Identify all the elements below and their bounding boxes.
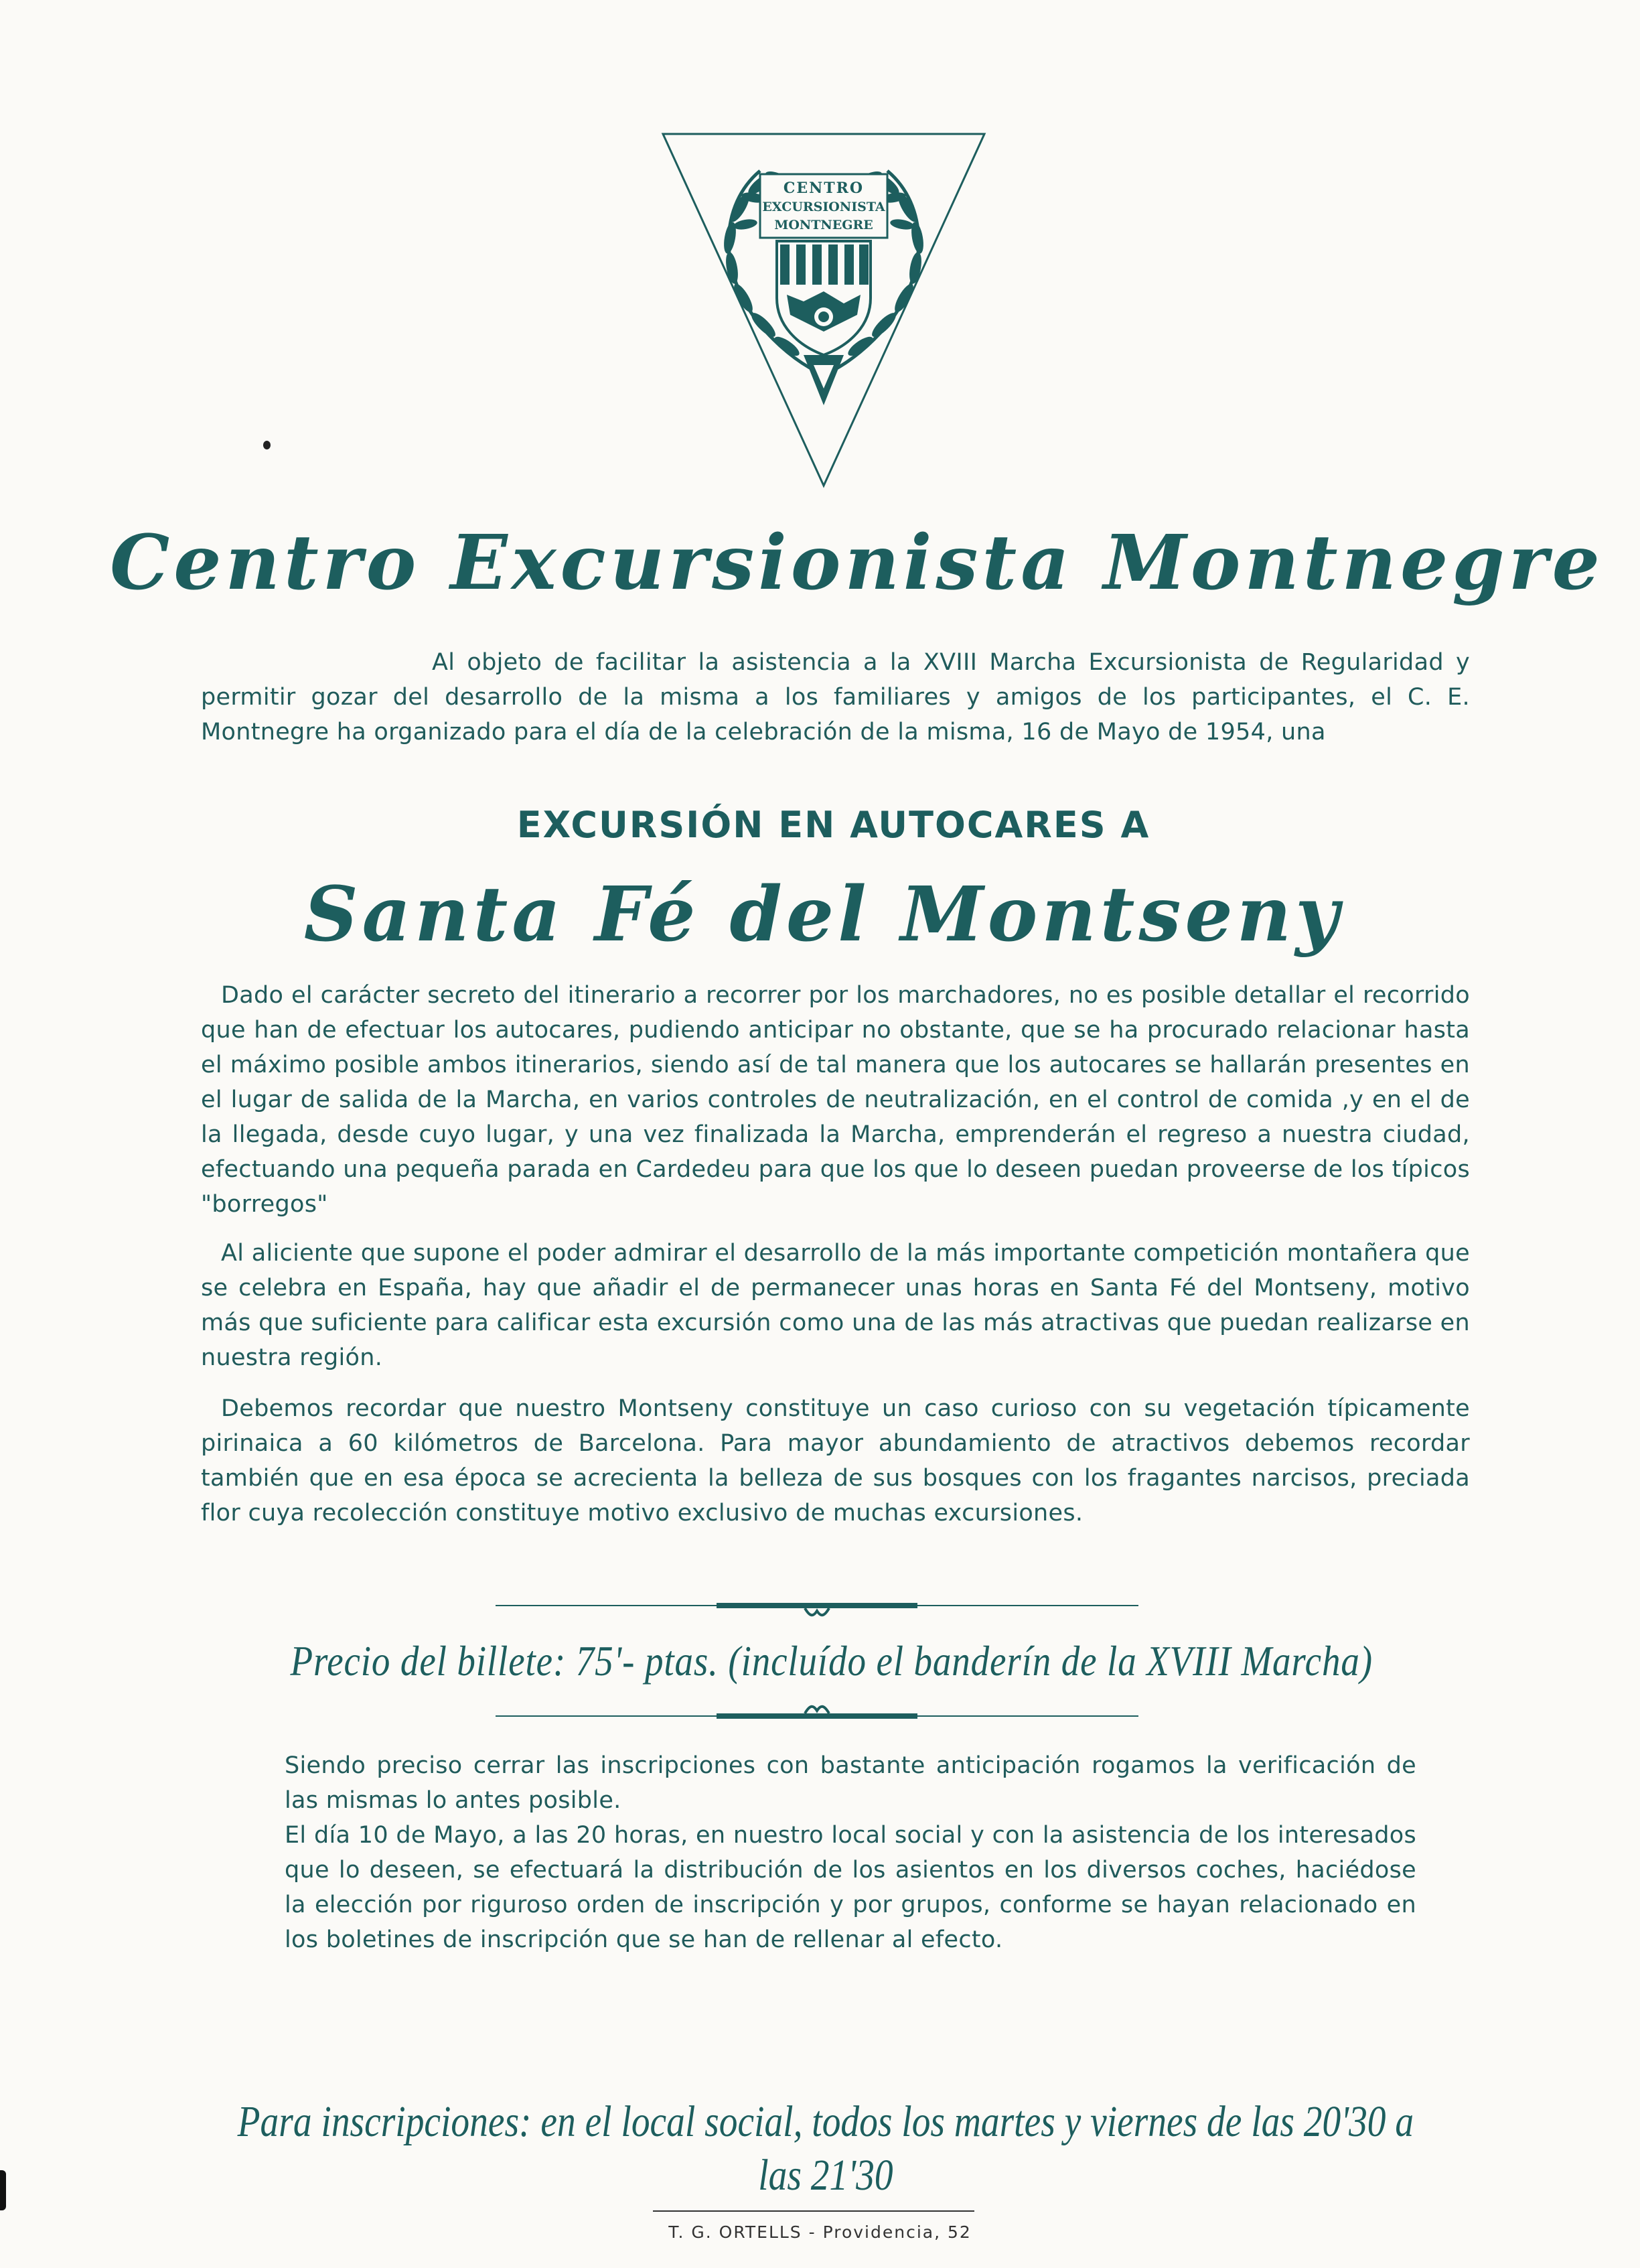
footer-rule	[653, 2210, 974, 2212]
club-emblem	[660, 131, 988, 492]
scan-edge-mark	[0, 2170, 6, 2210]
subtitle: EXCURSIÓN EN AUTOCARES A	[516, 804, 1150, 846]
printer-footer: T. G. ORTELLS - Providencia, 52	[668, 2222, 972, 2242]
ornament-divider-top	[496, 1591, 1138, 1618]
page-title: Centro Excursionista Montnegre	[110, 519, 1604, 607]
inscriptions-info: Para inscripciones: en el local social, todos los martes y viernes de las 20'30 a las 21'30	[237, 2097, 1414, 2200]
emblem-line3: MONTNEGRE	[774, 218, 873, 232]
registration-notice	[285, 1748, 1416, 1957]
ink-dot	[263, 441, 271, 449]
emblem-line1: CENTRO	[783, 180, 865, 197]
ticket-price: Precio del billete: 75'- ptas. (incluído el banderín de la XVIII Marcha)	[290, 1637, 1373, 1685]
emblem-line2: EXCURSIONISTA	[762, 200, 885, 214]
notice-line-2: El día 10 de Mayo, a las 20 horas, en nuestro local social y con la asistencia de los interesados que lo deseen, se efectuará la distribución de los asientos en los diversos coches, haciédose la elección por riguroso orden de inscripción y por grupos, conforme se hayan relacionado en los boletines de inscripción que se han de rellenar al efecto.	[285, 1822, 1416, 1953]
notice-line-1: Siendo preciso cerrar las inscripciones con bastante anticipación rogamos la verificación de las mismas lo antes posible.	[285, 1752, 1416, 1814]
paragraph-itinerary: Dado el carácter secreto del itinerario a recorrer por los marchadores, no es posible detallar el recorrido que han de efectuar los autocares, pudiendo anticipar no obstante, que se ha procurado relacionar hasta el máximo posible ambos itinerarios, siendo así de tal manera que los autocares se hallarán presentes en el lugar de salida de la Marcha, en varios controles de neutralización, en el control de comida ,y en el de la llegada, desde cuyo lugar, y una vez finalizada la Marcha, emprenderán el regreso a nuestra ciudad, efectuando una pequeña parada en Cardedeu para que los que lo deseen puedan proveerse de los típicos "borregos"	[201, 982, 1470, 1218]
paragraph-montseny: Debemos recordar que nuestro Montseny constituye un caso curioso con su vegetación típicamente pirinaica a 60 kilómetros de Barcelona. Para mayor abundamiento de atractivos debemos recordar también que en esa época se acrecienta la belleza de sus bosques con los fragantes narcisos, preciada flor cuya recolección constituye motivo exclusivo de muchas excursiones.	[201, 1395, 1470, 1527]
paragraph-attraction: Al aliciente que supone el poder admirar el desarrollo de la más importante competición montañera que se celebra en España, hay que añadir el de permanecer unas horas en Santa Fé del Montseny, motivo más que suficiente para calificar esta excursión como una de las más atractivas que puedan realizarse en nuestra región.	[201, 1240, 1470, 1371]
intro-paragraph: Al objeto de facilitar la asistencia a la XVIII Marcha Excursionista de Regularidad y permitir gozar del desarrollo de la misma a los familiares y amigos de los participantes, el C. E. Montnegre ha organizado para el día de la celebración de la misma, 16 de Mayo de 1954, una	[201, 649, 1470, 746]
ornament-divider-bottom	[496, 1701, 1138, 1728]
destination-title: Santa Fé del Montseny	[303, 871, 1343, 959]
emblem-graphic	[660, 131, 988, 492]
